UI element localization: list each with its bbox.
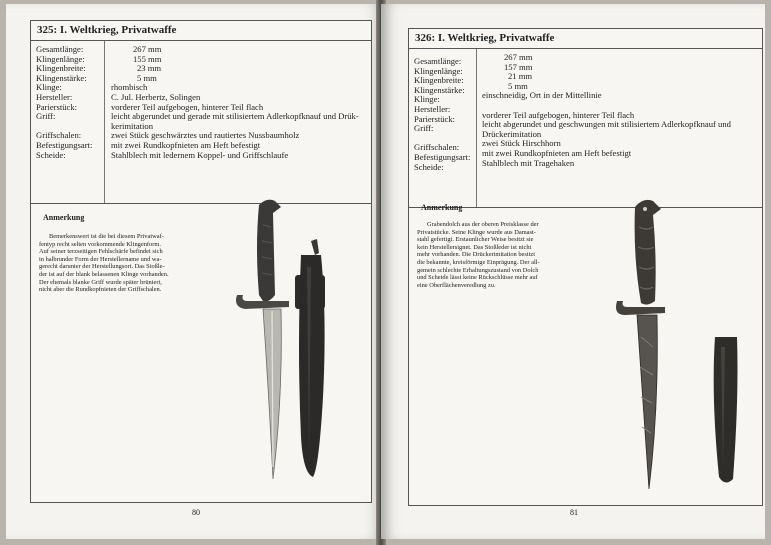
right-catalog-card <box>408 28 763 506</box>
spec-value: leicht abgerundet und gerade mit stilisiertem Adlerkopfknauf und Drük- <box>111 111 359 122</box>
spec-value: vorderer Teil aufgebogen, hinterer Teil flach <box>482 109 635 120</box>
note-line: stahl gefertigt. Erstaunlicher Weise besitzt sie <box>417 236 534 244</box>
spec-label: Hersteller: <box>414 103 451 114</box>
spec-label: Griffschalen: <box>414 142 460 153</box>
spec-value: 155 mm <box>133 53 162 64</box>
eagle-eye <box>643 207 647 211</box>
spec-label: Klinge: <box>414 94 440 105</box>
spec-label: Klingenbreite: <box>36 63 86 74</box>
scabbard <box>714 337 738 483</box>
spec-label: Klingenstärke: <box>414 84 465 95</box>
spec-label: Klingenlänge: <box>414 65 463 76</box>
spec-label: Hersteller: <box>36 91 73 102</box>
spec-label: Klinge: <box>36 82 62 93</box>
spec-value: kerimitation <box>111 120 154 131</box>
note-line: gerecht darunter der Herstellungsort. Das Stoßle- <box>39 263 165 271</box>
right-page-number: 81 <box>570 508 578 517</box>
spec-value: mit zwei Rundkopfnieten am Heft befestigt <box>111 139 261 150</box>
spec-value: 5 mm <box>137 72 157 83</box>
spec-value: Stahlblech mit Tragehaken <box>482 157 575 168</box>
spec-value: 21 mm <box>508 71 533 82</box>
left-card-title: 325: I. Weltkrieg, Privatwaffe <box>31 21 371 41</box>
spec-value: 267 mm <box>504 52 533 62</box>
spec-value: einschneidig, Ort in der Mittellinie <box>482 90 602 101</box>
left-spec-table <box>31 41 371 204</box>
spec-label: Parierstück: <box>36 101 78 112</box>
spec-label: Befestigungsart: <box>36 139 93 150</box>
note-line: gemein schlechte Erhaltungszustand von Dolch <box>417 266 539 274</box>
right-spec-labels <box>414 57 482 172</box>
note-line: in halbrunder Form der Herstellername und wa- <box>39 255 162 263</box>
right-spec-table <box>409 49 762 208</box>
scabbard <box>299 255 325 477</box>
spec-value: zwei Stück geschwärztes und rautiertes Nussbaumholz <box>111 130 300 141</box>
spec-value: rhombisch <box>111 82 148 93</box>
left-page-number: 80 <box>192 508 200 517</box>
crossguard <box>616 301 665 315</box>
note-line: nicht aber die Rundkopfnieten der Griffschalen. <box>39 286 162 294</box>
spec-label: Scheide: <box>36 149 66 160</box>
left-spec-values <box>111 45 365 160</box>
note-line: Der ehemals blanke Griff wurde später brüniert, <box>39 278 162 286</box>
spec-value: 5 mm <box>508 80 528 91</box>
note-line: Privatstücke. Seine Klinge wurde aus Damast- <box>417 228 536 236</box>
note-line: fentyp recht selten vorkommende Klingenform. <box>39 240 161 248</box>
spec-value: 267 mm <box>133 44 162 54</box>
spec-divider <box>104 41 105 203</box>
spec-label: Klingenlänge: <box>36 53 85 64</box>
dagger-blade <box>637 315 657 489</box>
left-spec-labels <box>36 45 104 160</box>
left-catalog-card <box>30 20 372 503</box>
spec-label: Griff: <box>36 111 56 122</box>
note-line: eine Oberflächenveredlung zu. <box>417 281 496 289</box>
note-line: kein Herstellersignet. Das Stoßleder ist nicht <box>417 243 532 251</box>
spec-value: zwei Stück Hirschhorn <box>482 138 561 149</box>
spec-label: Griff: <box>414 123 434 134</box>
spec-label: Parierstück: <box>414 113 456 124</box>
note-line: die bekannte, kreisförmige Einprägung. Der all- <box>417 258 540 266</box>
spec-label: Griffschalen: <box>36 130 82 141</box>
spec-value: Drückerimitation <box>482 128 542 139</box>
left-note-heading: Anmerkung <box>43 213 85 222</box>
spec-label: Befestigungsart: <box>414 151 471 162</box>
right-card-title: 326: I. Weltkrieg, Privatwaffe <box>409 29 762 49</box>
spec-value: 23 mm <box>137 63 162 74</box>
left-note-text <box>39 233 221 294</box>
spec-value: Stahlblech mit ledernem Koppel- und Griffschlaufe <box>111 149 289 160</box>
spec-value: vorderer Teil aufgebogen, hinterer Teil flach <box>111 101 264 112</box>
dagger-grip <box>257 200 281 302</box>
spec-value: mit zwei Rundkopfnieten am Heft befestigt <box>482 147 632 158</box>
note-line: Bemerkenswert ist die bei diesem Privatwaf- <box>49 233 164 240</box>
dagger-photo-326 <box>607 197 757 497</box>
note-line: und Scheide lässt keine Rückschlüsse mehr auf <box>417 274 538 282</box>
spec-label: Klingenstärke: <box>36 72 87 83</box>
note-line: Auf seiner terzseitigen Fehlschärfe befindet sich <box>39 248 163 256</box>
note-line: mehr vorhanden. Die Drückerimitation besitzt <box>417 251 536 259</box>
spec-label: Scheide: <box>414 161 444 172</box>
spec-label: Gesamtlänge: <box>414 56 462 66</box>
note-line: Grabendolch aus der oberen Preisklasse der <box>427 221 539 228</box>
note-line: der ist auf der blank belassenen Klinge vorhanden. <box>39 270 169 278</box>
right-spec-values <box>482 53 756 168</box>
spec-label: Gesamtlänge: <box>36 44 84 54</box>
spec-value: leicht abgerundet und geschwungen mit stilisiertem Adlerkopfknauf und <box>482 119 731 130</box>
spec-value: 157 mm <box>504 61 533 72</box>
spec-label: Klingenbreite: <box>414 75 464 86</box>
right-note-text <box>417 221 599 289</box>
spec-value: C. Jul. Herbertz, Solingen <box>111 91 201 102</box>
dagger-photo-325 <box>223 197 343 482</box>
right-note-heading: Anmerkung <box>421 203 463 212</box>
scabbard-hook <box>311 239 319 255</box>
